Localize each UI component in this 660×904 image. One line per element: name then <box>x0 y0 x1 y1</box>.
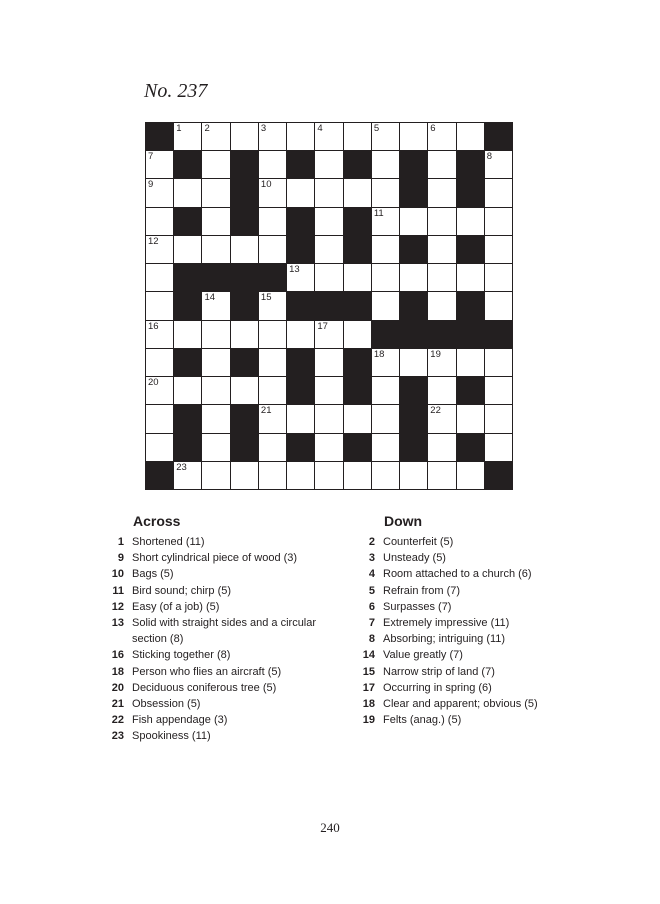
grid-cell-black <box>400 321 427 348</box>
clue-number: 4 <box>368 568 375 581</box>
grid-cell[interactable] <box>174 236 201 263</box>
cell-number: 9 <box>148 179 154 191</box>
cell-number: 5 <box>373 123 380 134</box>
grid-cell[interactable] <box>259 405 286 432</box>
grid-cell[interactable] <box>372 349 399 376</box>
grid-cell[interactable] <box>485 349 512 376</box>
grid-cell[interactable] <box>259 292 286 319</box>
grid-cell[interactable] <box>259 236 286 263</box>
across-clue <box>100 550 325 566</box>
clue-number: 13 <box>111 617 124 630</box>
clue-number: 14 <box>362 649 375 662</box>
grid-cell[interactable] <box>485 264 512 291</box>
grid-cell[interactable] <box>259 321 286 348</box>
grid-cell-black <box>174 349 201 376</box>
grid-cell-black <box>400 292 427 319</box>
grid-cell[interactable] <box>485 151 512 178</box>
cell-number: 2 <box>204 123 210 134</box>
across-heading: Across <box>133 513 181 529</box>
clue-number: 18 <box>111 665 124 678</box>
cell-number: 22 <box>430 405 441 417</box>
grid-cell[interactable] <box>287 179 314 206</box>
grid-cell[interactable] <box>457 405 484 432</box>
cell-number: 7 <box>148 151 154 163</box>
cell-number: 11 <box>373 207 384 219</box>
grid-cell[interactable] <box>202 377 229 404</box>
clue-text: Obsession (5) <box>132 698 201 711</box>
grid-cell-black <box>259 264 286 291</box>
grid-cell-black <box>231 434 258 461</box>
clue-text: Clear and apparent; obvious (5) <box>383 698 538 711</box>
grid-cell[interactable] <box>231 462 258 489</box>
grid-cell-black <box>287 236 314 263</box>
grid-cell[interactable] <box>287 123 314 150</box>
grid-cell-black <box>400 377 427 404</box>
clue-text: Spookiness (11) <box>132 730 211 743</box>
grid-cell[interactable] <box>400 462 427 489</box>
grid-cell[interactable] <box>146 405 173 432</box>
grid-cell[interactable] <box>202 179 229 206</box>
cell-number: 15 <box>260 292 272 304</box>
grid-cell[interactable] <box>202 349 229 376</box>
grid-cell-black <box>344 377 371 404</box>
grid-cell[interactable] <box>231 236 258 263</box>
grid-cell[interactable] <box>287 264 314 291</box>
crossword-grid <box>145 122 513 490</box>
grid-cell[interactable] <box>202 462 229 489</box>
grid-cell-black <box>231 349 258 376</box>
grid-cell[interactable] <box>400 123 427 150</box>
grid-cell[interactable] <box>372 208 399 235</box>
grid-cell-black <box>146 462 173 489</box>
grid-cell[interactable] <box>146 292 173 319</box>
down-clue <box>351 583 581 599</box>
down-clue <box>351 599 581 615</box>
grid-cell-black <box>174 151 201 178</box>
down-clue <box>351 631 581 647</box>
grid-cell[interactable] <box>428 208 455 235</box>
grid-cell[interactable] <box>146 179 173 206</box>
grid-cell[interactable] <box>202 151 229 178</box>
grid-cell[interactable] <box>146 236 173 263</box>
clue-text: Absorbing; intriguing (11) <box>383 633 506 646</box>
grid-cell-black <box>202 264 229 291</box>
grid-cell-black <box>457 236 484 263</box>
grid-cell[interactable] <box>315 151 342 178</box>
cell-number: 4 <box>317 123 323 134</box>
grid-cell-black <box>315 292 342 319</box>
down-clue <box>351 566 581 582</box>
clue-text: Bags (5) <box>132 568 174 581</box>
grid-cell[interactable] <box>372 151 399 178</box>
across-clue <box>100 566 325 582</box>
grid-cell[interactable] <box>485 208 512 235</box>
grid-cell[interactable] <box>428 292 455 319</box>
grid-cell[interactable] <box>259 434 286 461</box>
grid-cell[interactable] <box>174 462 201 489</box>
grid-cell[interactable] <box>315 462 342 489</box>
grid-cell-black <box>344 434 371 461</box>
clue-text: Short cylindrical piece of wood (3) <box>132 552 298 565</box>
across-clue <box>100 712 325 728</box>
grid-cell-black <box>457 377 484 404</box>
grid-cell[interactable] <box>485 434 512 461</box>
grid-cell[interactable] <box>372 434 399 461</box>
grid-cell[interactable] <box>231 321 258 348</box>
grid-cell-black <box>400 151 427 178</box>
clue-text: Easy (of a job) (5) <box>132 600 220 613</box>
grid-cell-black <box>287 434 314 461</box>
clue-text: Refrain from (7) <box>383 584 461 597</box>
grid-cell-black <box>174 208 201 235</box>
grid-cell-black <box>287 377 314 404</box>
clue-number: 15 <box>362 665 375 678</box>
grid-cell[interactable] <box>315 264 342 291</box>
grid-cell[interactable] <box>372 264 399 291</box>
grid-cell-black <box>457 151 484 178</box>
clue-number: 8 <box>368 633 375 646</box>
cell-number: 20 <box>148 377 159 389</box>
grid-cell[interactable] <box>344 405 371 432</box>
cell-number: 1 <box>176 123 182 134</box>
grid-cell[interactable] <box>315 377 342 404</box>
clue-text: Counterfeit (5) <box>383 536 454 548</box>
grid-cell[interactable] <box>202 208 229 235</box>
cell-number: 8 <box>486 151 493 163</box>
grid-cell-black <box>231 208 258 235</box>
grid-cell[interactable] <box>485 292 512 319</box>
grid-cell-black <box>485 462 512 489</box>
grid-cell[interactable] <box>146 434 173 461</box>
grid-cell[interactable] <box>344 462 371 489</box>
cell-number: 17 <box>317 320 328 332</box>
cell-number: 19 <box>430 348 441 360</box>
clue-number: 11 <box>112 584 124 597</box>
grid-cell[interactable] <box>457 123 484 150</box>
grid-cell[interactable] <box>457 462 484 489</box>
grid-cell[interactable] <box>485 179 512 206</box>
cell-number: 3 <box>260 123 267 134</box>
clue-number: 16 <box>111 649 124 662</box>
grid-cell[interactable] <box>315 179 342 206</box>
grid-cell-black <box>174 264 201 291</box>
clue-number: 12 <box>111 600 124 613</box>
across-clue <box>100 583 325 599</box>
grid-cell[interactable] <box>372 123 399 150</box>
grid-cell-black <box>287 349 314 376</box>
clue-number: 18 <box>362 698 375 711</box>
grid-cell[interactable] <box>428 236 455 263</box>
grid-cell-black <box>457 321 484 348</box>
grid-cell[interactable] <box>287 462 314 489</box>
grid-cell[interactable] <box>485 236 512 263</box>
clue-number: 6 <box>368 600 375 613</box>
grid-cell[interactable] <box>428 377 455 404</box>
grid-cell[interactable] <box>174 321 201 348</box>
grid-cell[interactable] <box>146 349 173 376</box>
grid-cell-black <box>146 123 173 150</box>
grid-cell-black <box>174 434 201 461</box>
grid-cell-black <box>344 292 371 319</box>
down-clue <box>351 615 581 631</box>
across-clue <box>100 680 325 696</box>
grid-cell-black <box>457 179 484 206</box>
grid-cell[interactable] <box>259 151 286 178</box>
grid-cell-black <box>400 434 427 461</box>
clue-text: Person who flies an aircraft (5) <box>132 665 282 678</box>
grid-cell[interactable] <box>315 236 342 263</box>
grid-cell[interactable] <box>174 123 201 150</box>
grid-cell-black <box>400 236 427 263</box>
grid-cell[interactable] <box>485 377 512 404</box>
cell-number: 10 <box>260 179 272 191</box>
cell-number: 16 <box>148 320 159 332</box>
grid-cell-black <box>231 292 258 319</box>
grid-cell[interactable] <box>259 179 286 206</box>
clue-text: Unsteady (5) <box>383 552 446 565</box>
across-clue <box>100 534 325 550</box>
grid-cell[interactable] <box>231 123 258 150</box>
down-heading: Down <box>384 513 423 529</box>
grid-cell[interactable] <box>202 434 229 461</box>
grid-cell[interactable] <box>174 179 201 206</box>
grid-cell[interactable] <box>259 123 286 150</box>
grid-cell[interactable] <box>202 123 229 150</box>
grid-cell[interactable] <box>428 151 455 178</box>
cell-number: 23 <box>176 461 187 473</box>
down-clue <box>351 550 581 566</box>
clue-text: Room attached to a church (6) <box>383 568 532 581</box>
grid-cell-black <box>231 405 258 432</box>
grid-cell[interactable] <box>202 321 229 348</box>
cell-number: 21 <box>260 405 272 417</box>
clue-number: 10 <box>111 568 124 581</box>
grid-cell[interactable] <box>146 377 173 404</box>
grid-cell-black <box>428 321 455 348</box>
grid-cell[interactable] <box>457 264 484 291</box>
grid-cell[interactable] <box>400 349 427 376</box>
grid-cell[interactable] <box>315 405 342 432</box>
grid-cell-black <box>344 208 371 235</box>
clue-text: Solid with straight sides and a circular section (8) <box>132 617 317 646</box>
down-clue <box>351 664 581 680</box>
grid-cell[interactable] <box>202 405 229 432</box>
grid-cell[interactable] <box>457 349 484 376</box>
grid-cell[interactable] <box>259 208 286 235</box>
grid-cell[interactable] <box>344 321 371 348</box>
clue-text: Occurring in spring (6) <box>383 681 492 694</box>
cell-number: 18 <box>373 348 385 360</box>
grid-cell-black <box>400 179 427 206</box>
clue-text: Sticking together (8) <box>132 649 231 662</box>
grid-cell[interactable] <box>315 321 342 348</box>
clue-number: 23 <box>111 730 124 743</box>
grid-cell-black <box>174 405 201 432</box>
grid-cell[interactable] <box>372 462 399 489</box>
clue-text: Felts (anag.) (5) <box>383 714 462 727</box>
grid-cell-black <box>344 236 371 263</box>
clue-text: Extremely impressive (11) <box>383 617 510 630</box>
grid-cell-black <box>344 349 371 376</box>
grid-cell[interactable] <box>202 236 229 263</box>
clue-number: 3 <box>368 552 375 565</box>
grid-cell[interactable] <box>457 208 484 235</box>
grid-cell[interactable] <box>174 377 201 404</box>
grid-cell[interactable] <box>315 434 342 461</box>
grid-cell-black <box>372 321 399 348</box>
cell-number: 13 <box>289 264 300 276</box>
grid-cell[interactable] <box>344 123 371 150</box>
cell-number: 6 <box>430 123 436 134</box>
across-clue <box>100 615 325 647</box>
grid-cell[interactable] <box>428 462 455 489</box>
across-clue <box>100 647 325 663</box>
grid-cell-black <box>457 434 484 461</box>
clue-text: Value greatly (7) <box>383 649 463 662</box>
grid-cell[interactable] <box>372 405 399 432</box>
clue-text: Surpasses (7) <box>383 600 452 613</box>
across-clue <box>100 664 325 680</box>
grid-cell[interactable] <box>428 179 455 206</box>
grid-cell[interactable] <box>259 462 286 489</box>
clue-number: 1 <box>117 536 124 548</box>
across-clue <box>100 599 325 615</box>
grid-cell[interactable] <box>372 236 399 263</box>
grid-cell[interactable] <box>400 208 427 235</box>
grid-cell[interactable] <box>315 208 342 235</box>
grid-cell-black <box>231 179 258 206</box>
grid-cell-black <box>231 264 258 291</box>
clue-text: Deciduous coniferous tree (5) <box>132 681 277 694</box>
cell-number: 12 <box>148 235 159 247</box>
grid-cell[interactable] <box>428 405 455 432</box>
grid-cell[interactable] <box>202 292 229 319</box>
clue-text: Fish appendage (3) <box>132 714 228 727</box>
clue-number: 19 <box>362 714 375 727</box>
grid-cell-black <box>174 292 201 319</box>
grid-cell[interactable] <box>315 349 342 376</box>
clue-number: 17 <box>362 681 375 694</box>
across-clue <box>100 696 325 712</box>
grid-cell-black <box>485 123 512 150</box>
grid-cell[interactable] <box>372 292 399 319</box>
grid-cell[interactable] <box>485 405 512 432</box>
grid-cell[interactable] <box>259 349 286 376</box>
across-clue-list <box>100 534 325 745</box>
grid-cell[interactable] <box>315 123 342 150</box>
grid-cell[interactable] <box>372 179 399 206</box>
grid-cell[interactable] <box>428 264 455 291</box>
grid-cell[interactable] <box>287 321 314 348</box>
cell-number: 14 <box>204 292 216 304</box>
grid-cell-black <box>287 151 314 178</box>
grid-cell[interactable] <box>146 208 173 235</box>
grid-cell[interactable] <box>146 151 173 178</box>
grid-cell[interactable] <box>428 349 455 376</box>
grid-cell[interactable] <box>400 264 427 291</box>
grid-cell[interactable] <box>428 434 455 461</box>
grid-cell[interactable] <box>344 179 371 206</box>
clue-number: 20 <box>111 681 124 694</box>
grid-cell[interactable] <box>287 405 314 432</box>
grid-cell-black <box>485 321 512 348</box>
down-clue <box>351 680 581 696</box>
down-clue <box>351 696 581 712</box>
down-clue-list <box>351 534 581 728</box>
grid-cell[interactable] <box>231 377 258 404</box>
grid-cell[interactable] <box>259 377 286 404</box>
clue-number: 9 <box>117 552 124 565</box>
grid-cell[interactable] <box>146 321 173 348</box>
puzzle-title: No. 237 <box>144 80 208 102</box>
clue-number: 22 <box>111 714 124 727</box>
across-clue <box>100 728 325 744</box>
clue-number: 5 <box>368 584 375 597</box>
clue-number: 7 <box>368 617 375 630</box>
page-number: 240 <box>320 820 340 835</box>
clue-text: Narrow strip of land (7) <box>383 665 495 678</box>
grid-cell-black <box>231 151 258 178</box>
clue-number: 2 <box>368 536 375 548</box>
grid-cell[interactable] <box>428 123 455 150</box>
grid-cell[interactable] <box>372 377 399 404</box>
grid-cell-black <box>287 208 314 235</box>
clue-text: Bird sound; chirp (5) <box>132 584 232 597</box>
clue-text: Shortened (11) <box>132 536 205 548</box>
down-clue <box>351 534 581 550</box>
grid-cell-black <box>457 292 484 319</box>
grid-cell[interactable] <box>344 264 371 291</box>
grid-cell-black <box>344 151 371 178</box>
down-clue <box>351 712 581 728</box>
grid-cell-black <box>400 405 427 432</box>
grid-cell[interactable] <box>146 264 173 291</box>
clue-number: 21 <box>111 698 124 711</box>
grid-cell-black <box>287 292 314 319</box>
down-clue <box>351 647 581 663</box>
